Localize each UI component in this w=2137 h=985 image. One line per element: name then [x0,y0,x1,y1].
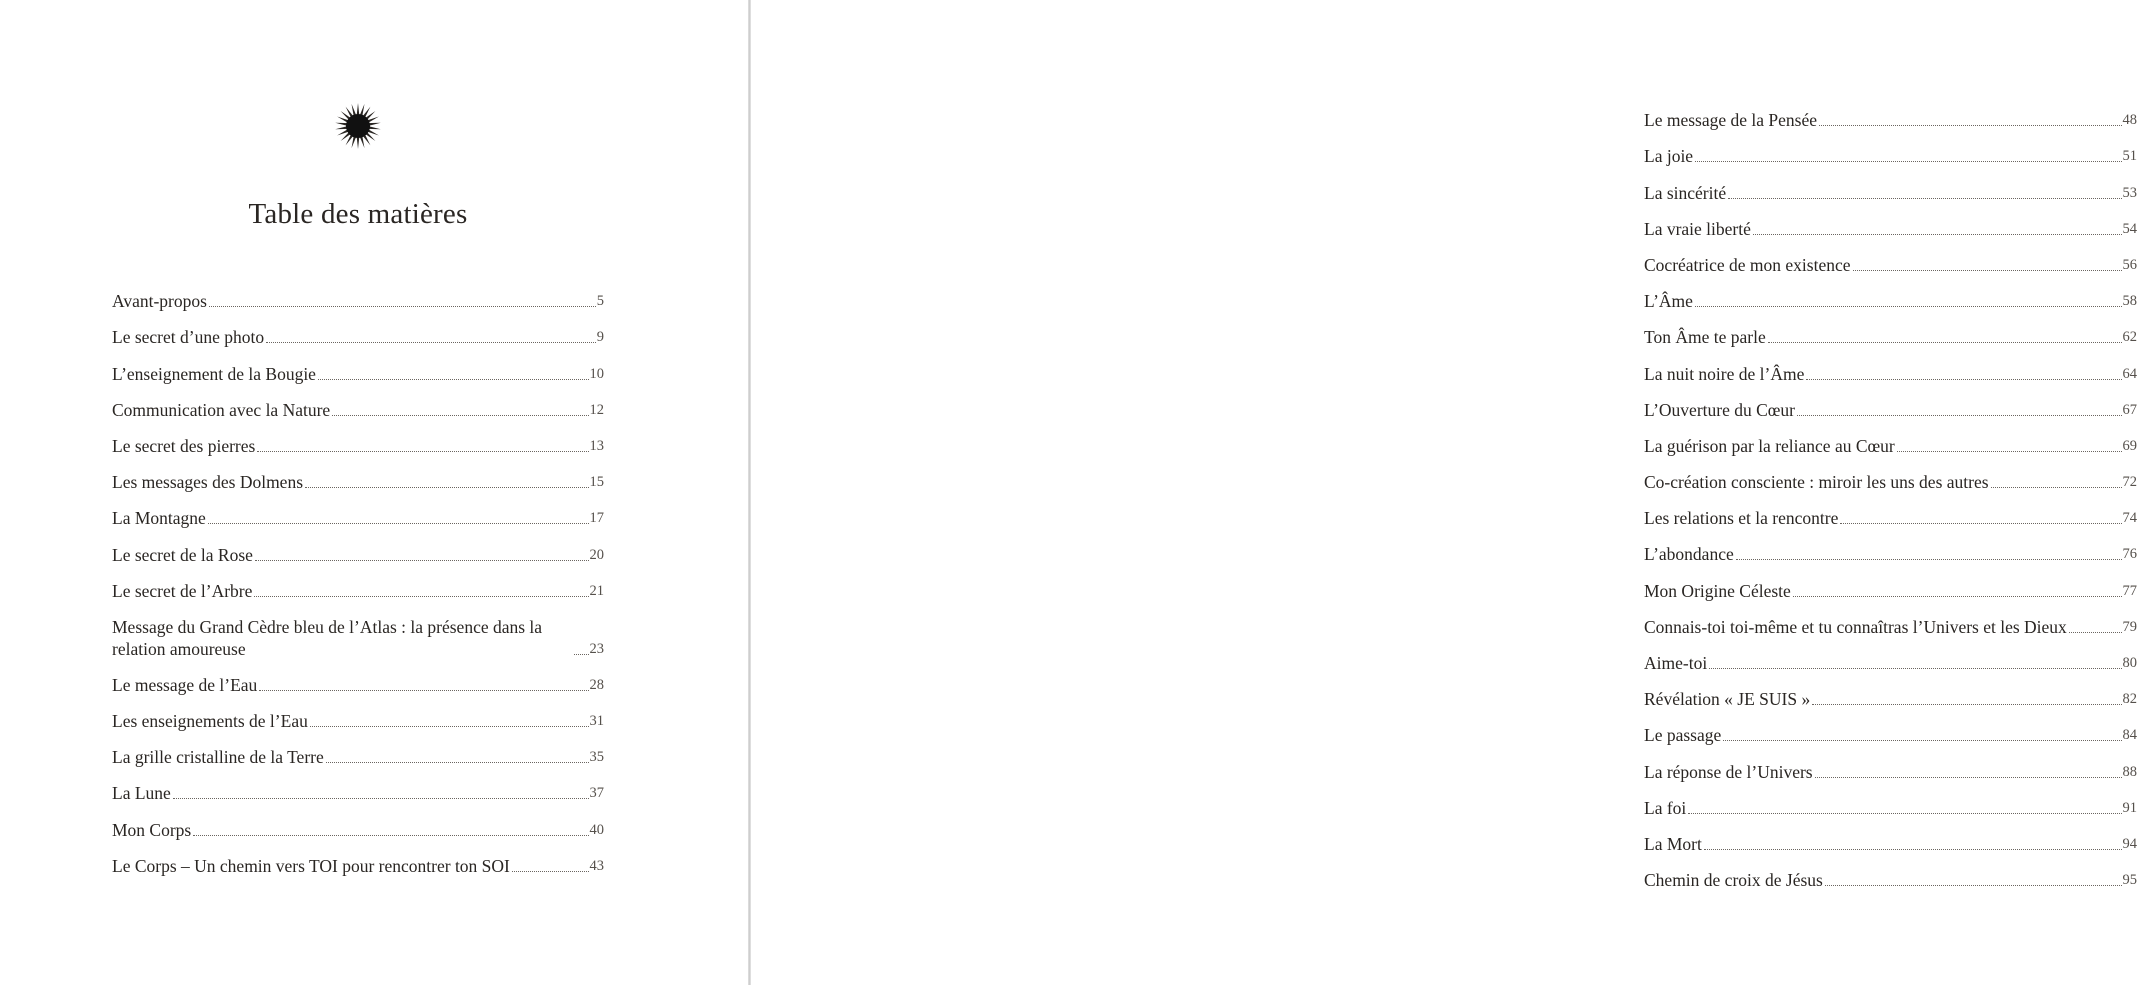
toc-entry [112,385,604,421]
dot-leader [1991,487,2122,488]
toc-entry-title: L’abondance [1644,544,1734,565]
toc-entry-page-number: 17 [589,510,604,527]
toc-entry-title: Le secret de l’Arbre [112,580,253,601]
dot-leader [1825,885,2122,886]
toc-entry-title: La foi [1644,797,1687,818]
toc-entry-page-number: 84 [2122,727,2137,744]
toc-entry-page-number: 77 [2122,582,2137,599]
toc-entry-page-number: 95 [2122,872,2137,889]
toc-entry [112,493,604,529]
toc-entry [1644,855,2137,891]
dot-leader [259,690,588,691]
left-page [0,0,749,985]
toc-entry [112,602,604,660]
toc-entry-page-number: 67 [2122,401,2137,418]
toc-entry [112,566,604,602]
toc-entry-title: Communication avec la Nature [112,399,331,420]
toc-entry-page-number: 82 [2122,691,2137,708]
toc-entry [1644,493,2137,529]
toc-entry [1644,819,2137,855]
dot-leader [1704,849,2122,850]
toc-entry-title: Aime-toi [1644,653,1708,673]
toc-entry-page-number: 23 [589,640,604,657]
dot-leader [574,654,589,655]
right-page [751,0,2137,985]
toc-entry [1644,529,2137,565]
toc-entry-title: La guérison par la reliance au Cœur [1644,435,1895,456]
toc-entry [1644,385,2137,421]
toc-entry [112,660,604,696]
toc-entry-title: La réponse de l’Univers [1644,761,1813,782]
toc-entry-page-number: 13 [589,437,604,454]
dot-leader [255,560,589,561]
dot-leader [209,306,596,307]
toc-entry-page-number: 54 [2122,220,2137,237]
toc-entry-page-number: 5 [596,293,604,310]
toc-entry-title: La Lune [112,783,171,804]
toc-entry [112,312,604,348]
toc-entry-title: L’enseignement de la Bougie [112,363,316,384]
toc-entry-title: La vraie liberté [1644,218,1751,239]
toc-entry-title: Le Corps – Un chemin vers TOI pour rencontrer ton SOI [112,855,510,876]
dot-leader [1819,125,2122,126]
toc-entry [112,276,604,312]
toc-entry [112,529,604,565]
dot-leader [254,596,588,597]
dot-leader [266,342,596,343]
dot-leader [193,835,588,836]
toc-entry [1644,167,2137,203]
toc-entry-page-number: 9 [596,329,604,346]
sun-burst-icon [334,102,382,150]
toc-entry [1644,131,2137,167]
toc-entry-title: Le secret des pierres [112,435,256,456]
toc-entry [1644,638,2137,674]
toc-entry-page-number: 21 [589,582,604,599]
toc-entry [1644,348,2137,384]
dot-leader [1709,668,2121,669]
toc-entry-title: Connais-toi toi-même et tu connaîtras l’Univers et les Dieux [1644,616,2067,637]
toc-entry [112,732,604,768]
toc-entry [112,457,604,493]
toc-entry-page-number: 28 [589,676,604,693]
toc-entry-title: Chemin de croix de Jésus [1644,870,1823,891]
toc-entry-title: La sincérité [1644,182,1727,203]
toc-entry-title: Mon Origine Céleste [1644,580,1791,601]
toc-entry-page-number: 53 [2122,184,2137,201]
toc-list-right [1644,95,2137,891]
toc-entry-page-number: 62 [2122,329,2137,346]
toc-entry-title: Les messages des Dolmens [112,472,304,493]
toc-entry-title: Mon Corps [112,819,192,840]
toc-list-left [112,276,604,877]
toc-entry-title: Ton Âme te parle [1644,327,1766,348]
toc-entry [1644,421,2137,457]
toc-entry [1644,312,2137,348]
toc-entry-title: L’Âme [1644,291,1693,312]
toc-entry-page-number: 48 [2122,112,2137,129]
toc-entry-page-number: 31 [589,713,604,730]
toc-entry-page-number: 74 [2122,510,2137,527]
toc-entry-page-number: 10 [589,365,604,382]
dot-leader [1806,379,2121,380]
toc-entry-title: La Montagne [112,508,206,529]
dot-leader [326,762,589,763]
toc-entry-page-number: 72 [2122,474,2137,491]
toc-entry-page-number: 56 [2122,256,2137,273]
toc-entry-title: Le message de l’Eau [112,674,258,695]
toc-entry [1644,674,2137,710]
toc-entry-title: Révélation « JE SUIS » [1644,689,1811,710]
dot-leader [1736,559,2122,560]
toc-entry [112,421,604,457]
toc-entry-title: Le secret de la Rose [112,544,253,565]
dot-leader [208,523,589,524]
toc-entry [1644,457,2137,493]
toc-entry-page-number: 88 [2122,763,2137,780]
dot-leader [1695,306,2122,307]
dot-leader [1728,198,2121,199]
toc-entry [1644,565,2137,601]
toc-entry-title: Cocréatrice de mon existence [1644,254,1851,275]
toc-entry [112,841,604,877]
toc-entry-page-number: 69 [2122,437,2137,454]
toc-entry-page-number: 94 [2122,835,2137,852]
dot-leader [1812,704,2121,705]
toc-entry-title: Avant-propos [112,291,207,312]
toc-entry-title: La grille cristalline de la Terre [112,747,324,768]
dot-leader [512,871,589,872]
dot-leader [1897,451,2122,452]
toc-entry [112,348,604,384]
dot-leader [1768,342,2122,343]
dot-leader [2069,632,2122,633]
toc-entry-title: La nuit noire de l’Âme [1644,363,1805,384]
dot-leader [1797,415,2122,416]
toc-entry-page-number: 58 [2122,293,2137,310]
toc-entry-page-number: 80 [2122,655,2137,671]
toc-entry-page-number: 79 [2122,618,2137,635]
toc-entry [1644,240,2137,276]
toc-entry-page-number: 43 [589,857,604,874]
toc-entry [1644,783,2137,819]
toc-entry-page-number: 51 [2122,148,2137,165]
toc-entry-title: La Mort [1644,833,1702,854]
toc-entry-page-number: 37 [589,785,604,802]
toc-entry-page-number: 40 [589,821,604,838]
dot-leader [257,451,588,452]
dot-leader [318,379,589,380]
toc-entry [112,804,604,840]
toc-entry-title: Message du Grand Cèdre bleu de l’Atlas : la présence dans la relation amoureuse [112,616,543,659]
toc-entry-title: Le passage [1644,725,1722,746]
toc-entry [1644,602,2137,638]
toc-entry [112,696,604,732]
page-title: Table des matières [248,198,468,230]
toc-entry-title: Le secret d’une photo [112,327,265,348]
toc-entry-title: L’Ouverture du Cœur [1644,399,1795,420]
dot-leader [1753,234,2122,235]
toc-entry-page-number: 76 [2122,546,2137,563]
toc-entry-page-number: 91 [2122,799,2137,816]
dot-leader [332,415,588,416]
toc-entry [1644,95,2137,131]
dot-leader [1840,523,2121,524]
toc-entry-page-number: 20 [589,546,604,563]
toc-entry-page-number: 12 [589,401,604,418]
toc-entry [1644,746,2137,782]
toc-entry [112,768,604,804]
dot-leader [1853,270,2122,271]
dot-leader [1695,161,2121,162]
dot-leader [1723,740,2121,741]
toc-entry-title: La joie [1644,146,1694,167]
toc-entry-title: Le message de la Pensée [1644,110,1817,131]
toc-entry-page-number: 64 [2122,365,2137,382]
dot-leader [305,487,588,488]
toc-entry-title: Co-création consciente : miroir les uns des autres [1644,472,1989,493]
toc-entry-page-number: 15 [589,474,604,491]
dot-leader [310,726,589,727]
dot-leader [173,798,589,799]
dot-leader [1815,777,2122,778]
toc-entry-page-number: 35 [589,749,604,766]
dot-leader [1688,813,2121,814]
toc-entry-title: Les enseignements de l’Eau [112,711,308,732]
dot-leader [1793,596,2122,597]
toc-entry [1644,710,2137,746]
toc-entry [1644,204,2137,240]
toc-entry-title: Les relations et la rencontre [1644,508,1839,529]
toc-entry [1644,276,2137,312]
